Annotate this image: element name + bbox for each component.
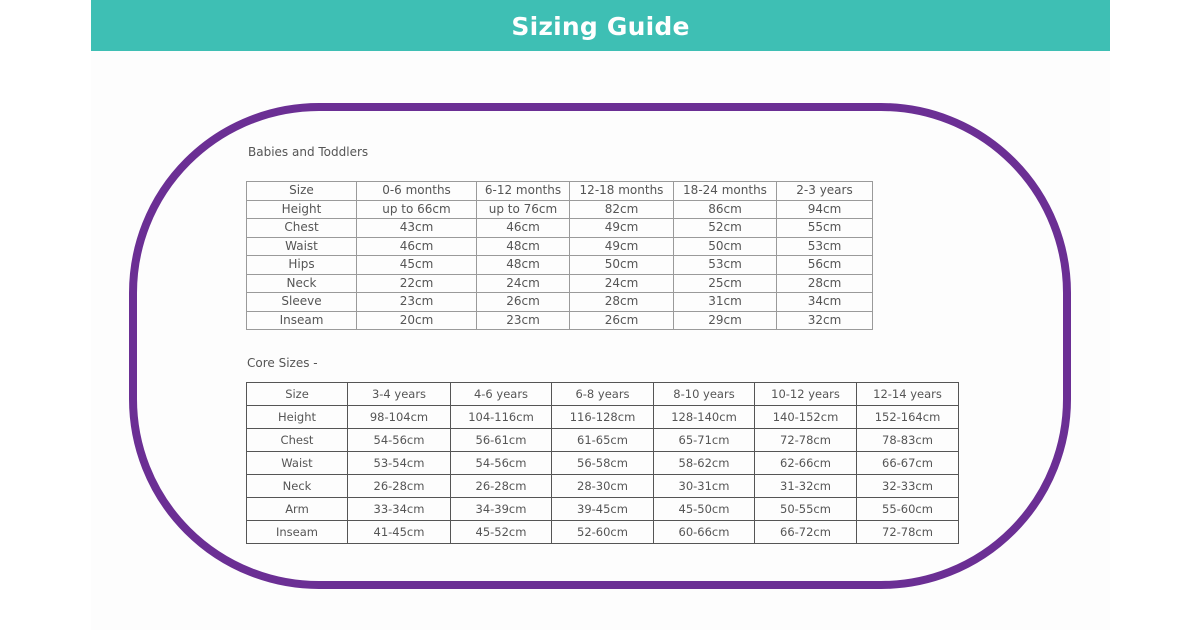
table-cell: Neck — [247, 274, 357, 293]
table-cell: 24cm — [570, 274, 674, 293]
table-cell: 50cm — [570, 256, 674, 275]
table-cell: 26cm — [477, 293, 570, 312]
table-cell: 48cm — [477, 256, 570, 275]
table-cell: Inseam — [247, 311, 357, 330]
table-cell: 22cm — [357, 274, 477, 293]
table-cell: 49cm — [570, 219, 674, 238]
table-cell: 152-164cm — [857, 406, 959, 429]
table-cell: 72-78cm — [755, 429, 857, 452]
table-cell: 45cm — [357, 256, 477, 275]
table-row — [247, 475, 959, 498]
table-cell: 82cm — [570, 200, 674, 219]
table-cell: Height — [247, 200, 357, 219]
table-cell: 33-34cm — [348, 498, 451, 521]
table-cell: 52-60cm — [552, 521, 654, 544]
table-cell: 50cm — [674, 237, 777, 256]
table-cell: 140-152cm — [755, 406, 857, 429]
table-cell: 56-58cm — [552, 452, 654, 475]
table-cell: 23cm — [477, 311, 570, 330]
table-cell: Arm — [247, 498, 348, 521]
core-section-title: Core Sizes - — [247, 356, 318, 370]
table-row — [247, 452, 959, 475]
table-cell: 6-8 years — [552, 383, 654, 406]
table-cell: 26-28cm — [451, 475, 552, 498]
table-cell: Hips — [247, 256, 357, 275]
table-cell: 28cm — [777, 274, 873, 293]
core-size-table — [246, 382, 959, 544]
table-cell: 54-56cm — [348, 429, 451, 452]
table-cell: 10-12 years — [755, 383, 857, 406]
table-cell: 31-32cm — [755, 475, 857, 498]
table-cell: 23cm — [357, 293, 477, 312]
table-cell: 78-83cm — [857, 429, 959, 452]
table-row — [247, 182, 873, 201]
table-cell: Waist — [247, 237, 357, 256]
table-cell: 0-6 months — [357, 182, 477, 201]
table-cell: up to 76cm — [477, 200, 570, 219]
table-cell: 6-12 months — [477, 182, 570, 201]
table-cell: Waist — [247, 452, 348, 475]
table-cell: Size — [247, 383, 348, 406]
table-cell: 41-45cm — [348, 521, 451, 544]
table-row — [247, 274, 873, 293]
table-cell: Chest — [247, 429, 348, 452]
table-cell: 29cm — [674, 311, 777, 330]
table-cell: 50-55cm — [755, 498, 857, 521]
table-cell: 58-62cm — [654, 452, 755, 475]
table-cell: 53cm — [777, 237, 873, 256]
table-cell: 61-65cm — [552, 429, 654, 452]
table-cell: 20cm — [357, 311, 477, 330]
table-cell: 53cm — [674, 256, 777, 275]
table-cell: 34cm — [777, 293, 873, 312]
table-row — [247, 237, 873, 256]
table-cell: Chest — [247, 219, 357, 238]
table-cell: 55-60cm — [857, 498, 959, 521]
table-cell: 56-61cm — [451, 429, 552, 452]
table-cell: 39-45cm — [552, 498, 654, 521]
table-cell: 104-116cm — [451, 406, 552, 429]
table-cell: 12-14 years — [857, 383, 959, 406]
table-cell: 31cm — [674, 293, 777, 312]
table-cell: 2-3 years — [777, 182, 873, 201]
table-row — [247, 311, 873, 330]
table-cell: 32cm — [777, 311, 873, 330]
table-cell: 54-56cm — [451, 452, 552, 475]
table-row — [247, 429, 959, 452]
table-cell: Sleeve — [247, 293, 357, 312]
table-cell: 12-18 months — [570, 182, 674, 201]
table-row — [247, 200, 873, 219]
table-cell: 30-31cm — [654, 475, 755, 498]
table-cell: 26cm — [570, 311, 674, 330]
table-cell: 25cm — [674, 274, 777, 293]
babies-section-title: Babies and Toddlers — [248, 145, 369, 159]
table-cell: 4-6 years — [451, 383, 552, 406]
table-cell: up to 66cm — [357, 200, 477, 219]
table-cell: 55cm — [777, 219, 873, 238]
table-cell: 28-30cm — [552, 475, 654, 498]
table-cell: 56cm — [777, 256, 873, 275]
table-cell: Height — [247, 406, 348, 429]
table-cell: 18-24 months — [674, 182, 777, 201]
table-cell: 72-78cm — [857, 521, 959, 544]
table-cell: 46cm — [477, 219, 570, 238]
table-row — [247, 498, 959, 521]
page-title: Sizing Guide — [511, 12, 690, 41]
table-cell: Inseam — [247, 521, 348, 544]
table-row — [247, 219, 873, 238]
table-cell: 66-72cm — [755, 521, 857, 544]
table-row — [247, 521, 959, 544]
table-cell: 128-140cm — [654, 406, 755, 429]
table-cell: 53-54cm — [348, 452, 451, 475]
table-row — [247, 383, 959, 406]
header-bar — [91, 0, 1110, 51]
table-cell: 62-66cm — [755, 452, 857, 475]
table-cell: 32-33cm — [857, 475, 959, 498]
table-cell: 26-28cm — [348, 475, 451, 498]
table-cell: 34-39cm — [451, 498, 552, 521]
babies-size-table — [246, 181, 873, 330]
table-row — [247, 406, 959, 429]
table-cell: 28cm — [570, 293, 674, 312]
table-row — [247, 293, 873, 312]
table-cell: 94cm — [777, 200, 873, 219]
table-cell: 66-67cm — [857, 452, 959, 475]
table-cell: 52cm — [674, 219, 777, 238]
table-cell: 46cm — [357, 237, 477, 256]
table-cell: 60-66cm — [654, 521, 755, 544]
table-cell: 45-52cm — [451, 521, 552, 544]
table-cell: 65-71cm — [654, 429, 755, 452]
table-cell: 24cm — [477, 274, 570, 293]
table-cell: 49cm — [570, 237, 674, 256]
table-row — [247, 256, 873, 275]
table-cell: 43cm — [357, 219, 477, 238]
table-cell: 45-50cm — [654, 498, 755, 521]
table-cell: 3-4 years — [348, 383, 451, 406]
table-cell: 98-104cm — [348, 406, 451, 429]
table-cell: Neck — [247, 475, 348, 498]
table-cell: 8-10 years — [654, 383, 755, 406]
table-cell: 116-128cm — [552, 406, 654, 429]
table-cell: 48cm — [477, 237, 570, 256]
table-cell: 86cm — [674, 200, 777, 219]
table-cell: Size — [247, 182, 357, 201]
